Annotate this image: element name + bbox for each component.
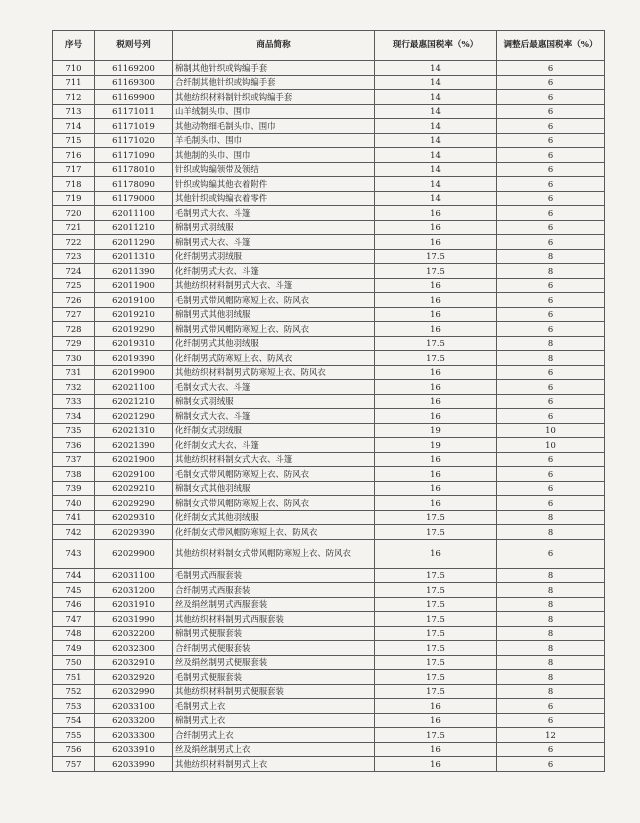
row-current-rate: 17.5 [375, 670, 497, 685]
row-code: 61169900 [95, 90, 173, 105]
row-code: 62021210 [95, 394, 173, 409]
row-new-rate: 12 [497, 728, 605, 743]
row-new-rate: 8 [497, 568, 605, 583]
row-name: 其他纺织材料制男式西服套装 [173, 612, 375, 627]
row-new-rate: 6 [497, 177, 605, 192]
table-row [53, 307, 605, 322]
table-row [53, 249, 605, 264]
row-new-rate: 6 [497, 293, 605, 308]
row-new-rate: 6 [497, 206, 605, 221]
row-name: 丝及绢丝制男式西服套装 [173, 597, 375, 612]
row-seq: 734 [53, 409, 95, 424]
row-current-rate: 14 [375, 90, 497, 105]
row-code: 62033990 [95, 757, 173, 772]
row-name: 棉制男式带风帽防寒短上衣、防风衣 [173, 322, 375, 337]
table-row [53, 597, 605, 612]
row-seq: 720 [53, 206, 95, 221]
row-new-rate: 8 [497, 641, 605, 656]
row-name: 毛制男式上衣 [173, 699, 375, 714]
row-name: 针织或钩编其他衣着附件 [173, 177, 375, 192]
row-current-rate: 16 [375, 713, 497, 728]
row-code: 62019210 [95, 307, 173, 322]
row-current-rate: 17.5 [375, 525, 497, 540]
row-code: 62029100 [95, 467, 173, 482]
table-row [53, 757, 605, 772]
row-name: 丝及绢丝制男式便服套装 [173, 655, 375, 670]
row-new-rate: 6 [497, 452, 605, 467]
header-seq: 序号 [53, 31, 95, 61]
row-current-rate: 17.5 [375, 728, 497, 743]
row-name: 化纤制男式羽绒服 [173, 249, 375, 264]
row-code: 62029900 [95, 539, 173, 568]
row-new-rate: 6 [497, 119, 605, 134]
table-row [53, 438, 605, 453]
row-seq: 723 [53, 249, 95, 264]
row-name: 其他纺织材料制男式大衣、斗篷 [173, 278, 375, 293]
row-name: 合纤制男式便服套装 [173, 641, 375, 656]
row-seq: 733 [53, 394, 95, 409]
row-name: 棉制女式其他羽绒服 [173, 481, 375, 496]
row-seq: 736 [53, 438, 95, 453]
row-code: 62033200 [95, 713, 173, 728]
row-new-rate: 6 [497, 235, 605, 250]
row-code: 62033910 [95, 742, 173, 757]
table-row [53, 394, 605, 409]
row-current-rate: 16 [375, 220, 497, 235]
row-name: 毛制男式便服套装 [173, 670, 375, 685]
row-current-rate: 17.5 [375, 655, 497, 670]
row-code: 62021390 [95, 438, 173, 453]
row-seq: 743 [53, 539, 95, 568]
table-row [53, 510, 605, 525]
row-name: 棉制女式大衣、斗篷 [173, 409, 375, 424]
row-seq: 757 [53, 757, 95, 772]
row-seq: 739 [53, 481, 95, 496]
row-new-rate: 6 [497, 481, 605, 496]
row-current-rate: 19 [375, 438, 497, 453]
row-seq: 756 [53, 742, 95, 757]
row-current-rate: 17.5 [375, 264, 497, 279]
row-new-rate: 8 [497, 670, 605, 685]
row-new-rate: 6 [497, 133, 605, 148]
header-row [53, 31, 605, 61]
row-name: 棉制男式其他羽绒服 [173, 307, 375, 322]
row-seq: 726 [53, 293, 95, 308]
row-name: 化纤制女式大衣、斗篷 [173, 438, 375, 453]
row-code: 62032910 [95, 655, 173, 670]
row-seq: 710 [53, 61, 95, 76]
row-current-rate: 14 [375, 162, 497, 177]
row-current-rate: 16 [375, 293, 497, 308]
row-name: 其他针织或钩编衣着零件 [173, 191, 375, 206]
row-name: 棉制男式大衣、斗篷 [173, 235, 375, 250]
row-code: 62019900 [95, 365, 173, 380]
row-name: 化纤制女式羽绒服 [173, 423, 375, 438]
row-new-rate: 6 [497, 409, 605, 424]
table-row [53, 568, 605, 583]
row-code: 61171011 [95, 104, 173, 119]
row-new-rate: 6 [497, 61, 605, 76]
table-row [53, 90, 605, 105]
row-name: 其他制的头巾、围巾 [173, 148, 375, 163]
row-code: 61178090 [95, 177, 173, 192]
row-name: 毛制女式带风帽防寒短上衣、防风衣 [173, 467, 375, 482]
row-new-rate: 8 [497, 583, 605, 598]
row-new-rate: 6 [497, 467, 605, 482]
row-code: 62011390 [95, 264, 173, 279]
row-current-rate: 16 [375, 365, 497, 380]
row-code: 62021100 [95, 380, 173, 395]
row-current-rate: 16 [375, 757, 497, 772]
row-code: 62011210 [95, 220, 173, 235]
row-new-rate: 6 [497, 365, 605, 380]
row-code: 61169200 [95, 61, 173, 76]
row-new-rate: 6 [497, 162, 605, 177]
row-code: 62021290 [95, 409, 173, 424]
table-row [53, 655, 605, 670]
row-seq: 717 [53, 162, 95, 177]
row-seq: 731 [53, 365, 95, 380]
row-new-rate: 6 [497, 307, 605, 322]
row-name: 化纤制男式大衣、斗篷 [173, 264, 375, 279]
row-seq: 740 [53, 496, 95, 511]
row-new-rate: 8 [497, 597, 605, 612]
row-current-rate: 16 [375, 699, 497, 714]
table-row [53, 191, 605, 206]
row-name: 棉制其他针织或钩编手套 [173, 61, 375, 76]
row-name: 棉制女式带风帽防寒短上衣、防风衣 [173, 496, 375, 511]
row-new-rate: 6 [497, 713, 605, 728]
row-name: 化纤制男式其他羽绒服 [173, 336, 375, 351]
table-row [53, 728, 605, 743]
row-current-rate: 16 [375, 481, 497, 496]
row-seq: 738 [53, 467, 95, 482]
row-code: 62033300 [95, 728, 173, 743]
row-code: 62031990 [95, 612, 173, 627]
row-seq: 719 [53, 191, 95, 206]
row-new-rate: 6 [497, 757, 605, 772]
row-name: 其他纺织材料制女式带风帽防寒短上衣、防风衣 [173, 539, 375, 568]
row-current-rate: 16 [375, 322, 497, 337]
row-current-rate: 17.5 [375, 351, 497, 366]
row-code: 62011310 [95, 249, 173, 264]
row-code: 62033100 [95, 699, 173, 714]
row-current-rate: 17.5 [375, 568, 497, 583]
row-current-rate: 16 [375, 235, 497, 250]
row-name: 化纤制女式其他羽绒服 [173, 510, 375, 525]
table-row [53, 641, 605, 656]
tariff-table [52, 30, 605, 772]
row-current-rate: 14 [375, 133, 497, 148]
row-new-rate: 6 [497, 322, 605, 337]
table-row [53, 220, 605, 235]
row-current-rate: 14 [375, 104, 497, 119]
row-seq: 732 [53, 380, 95, 395]
row-seq: 714 [53, 119, 95, 134]
row-seq: 748 [53, 626, 95, 641]
row-code: 62029390 [95, 525, 173, 540]
row-current-rate: 16 [375, 394, 497, 409]
row-code: 62021310 [95, 423, 173, 438]
table-row [53, 452, 605, 467]
row-new-rate: 8 [497, 351, 605, 366]
row-seq: 728 [53, 322, 95, 337]
row-new-rate: 6 [497, 75, 605, 90]
table-row [53, 278, 605, 293]
row-code: 62019100 [95, 293, 173, 308]
row-seq: 750 [53, 655, 95, 670]
row-current-rate: 16 [375, 380, 497, 395]
table-row [53, 626, 605, 641]
row-seq: 727 [53, 307, 95, 322]
row-code: 62031100 [95, 568, 173, 583]
row-seq: 755 [53, 728, 95, 743]
row-new-rate: 6 [497, 699, 605, 714]
row-code: 61171020 [95, 133, 173, 148]
row-seq: 729 [53, 336, 95, 351]
row-seq: 747 [53, 612, 95, 627]
row-current-rate: 14 [375, 61, 497, 76]
row-name: 棉制男式上衣 [173, 713, 375, 728]
table-row [53, 742, 605, 757]
row-new-rate: 6 [497, 496, 605, 511]
row-current-rate: 14 [375, 75, 497, 90]
row-new-rate: 6 [497, 148, 605, 163]
table-row [53, 177, 605, 192]
row-seq: 745 [53, 583, 95, 598]
row-new-rate: 8 [497, 249, 605, 264]
row-new-rate: 8 [497, 626, 605, 641]
row-name: 其他纺织材料制男式便服套装 [173, 684, 375, 699]
table-row [53, 612, 605, 627]
row-current-rate: 16 [375, 742, 497, 757]
row-seq: 741 [53, 510, 95, 525]
row-code: 62011900 [95, 278, 173, 293]
row-current-rate: 17.5 [375, 684, 497, 699]
row-new-rate: 6 [497, 278, 605, 293]
table-row [53, 670, 605, 685]
row-code: 61171019 [95, 119, 173, 134]
row-current-rate: 16 [375, 452, 497, 467]
row-current-rate: 16 [375, 278, 497, 293]
row-new-rate: 8 [497, 264, 605, 279]
row-new-rate: 8 [497, 525, 605, 540]
row-current-rate: 17.5 [375, 626, 497, 641]
row-new-rate: 8 [497, 510, 605, 525]
table-row [53, 133, 605, 148]
row-new-rate: 6 [497, 220, 605, 235]
header-code: 税则号列 [95, 31, 173, 61]
row-current-rate: 14 [375, 119, 497, 134]
row-new-rate: 6 [497, 380, 605, 395]
table-row [53, 293, 605, 308]
row-name: 合纤制其他针织或钩编手套 [173, 75, 375, 90]
header-new-rate: 调整后最惠国税率（%） [497, 31, 605, 61]
row-new-rate: 8 [497, 336, 605, 351]
row-code: 62021900 [95, 452, 173, 467]
row-code: 62019310 [95, 336, 173, 351]
header-name: 商品简称 [173, 31, 375, 61]
row-seq: 752 [53, 684, 95, 699]
row-seq: 742 [53, 525, 95, 540]
row-name: 山羊绒制头巾、围巾 [173, 104, 375, 119]
table-row [53, 162, 605, 177]
table-row [53, 539, 605, 568]
table-row [53, 699, 605, 714]
table-row [53, 351, 605, 366]
row-seq: 751 [53, 670, 95, 685]
row-current-rate: 14 [375, 148, 497, 163]
row-new-rate: 6 [497, 90, 605, 105]
row-new-rate: 6 [497, 742, 605, 757]
row-current-rate: 17.5 [375, 597, 497, 612]
row-seq: 753 [53, 699, 95, 714]
row-code: 61179000 [95, 191, 173, 206]
row-seq: 744 [53, 568, 95, 583]
row-seq: 722 [53, 235, 95, 250]
row-seq: 716 [53, 148, 95, 163]
row-code: 62032200 [95, 626, 173, 641]
row-seq: 725 [53, 278, 95, 293]
row-name: 化纤制男式防寒短上衣、防风衣 [173, 351, 375, 366]
table-row [53, 684, 605, 699]
row-code: 62032300 [95, 641, 173, 656]
row-code: 62031200 [95, 583, 173, 598]
row-seq: 712 [53, 90, 95, 105]
table-row [53, 206, 605, 221]
table-row [53, 264, 605, 279]
row-code: 62019390 [95, 351, 173, 366]
row-seq: 721 [53, 220, 95, 235]
table-body [53, 61, 605, 772]
row-code: 62011100 [95, 206, 173, 221]
table-row [53, 61, 605, 76]
row-name: 合纤制男式西服套装 [173, 583, 375, 598]
row-current-rate: 19 [375, 423, 497, 438]
row-name: 毛制女式大衣、斗篷 [173, 380, 375, 395]
row-seq: 749 [53, 641, 95, 656]
table-header [53, 31, 605, 61]
row-current-rate: 16 [375, 206, 497, 221]
table-row [53, 104, 605, 119]
row-current-rate: 17.5 [375, 641, 497, 656]
row-new-rate: 8 [497, 612, 605, 627]
row-name: 毛制男式大衣、斗篷 [173, 206, 375, 221]
row-name: 合纤制男式上衣 [173, 728, 375, 743]
row-current-rate: 17.5 [375, 336, 497, 351]
row-seq: 715 [53, 133, 95, 148]
table-row [53, 525, 605, 540]
row-code: 61169300 [95, 75, 173, 90]
row-code: 62032990 [95, 684, 173, 699]
row-current-rate: 17.5 [375, 249, 497, 264]
row-new-rate: 8 [497, 655, 605, 670]
table-row [53, 423, 605, 438]
row-current-rate: 16 [375, 409, 497, 424]
row-code: 61171090 [95, 148, 173, 163]
row-current-rate: 16 [375, 496, 497, 511]
row-seq: 718 [53, 177, 95, 192]
row-current-rate: 17.5 [375, 612, 497, 627]
row-current-rate: 14 [375, 177, 497, 192]
row-seq: 713 [53, 104, 95, 119]
row-name: 其他纺织材料制女式大衣、斗篷 [173, 452, 375, 467]
row-name: 其他纺织材料制针织或钩编手套 [173, 90, 375, 105]
table-row [53, 148, 605, 163]
row-new-rate: 8 [497, 684, 605, 699]
table-row [53, 481, 605, 496]
table-row [53, 583, 605, 598]
row-name: 棉制男式羽绒服 [173, 220, 375, 235]
header-current-rate: 现行最惠国税率（%） [375, 31, 497, 61]
row-name: 毛制男式带风帽防寒短上衣、防风衣 [173, 293, 375, 308]
table-row [53, 409, 605, 424]
row-new-rate: 6 [497, 191, 605, 206]
row-current-rate: 16 [375, 539, 497, 568]
row-new-rate: 10 [497, 438, 605, 453]
row-new-rate: 6 [497, 539, 605, 568]
row-name: 羊毛制头巾、围巾 [173, 133, 375, 148]
row-code: 62029290 [95, 496, 173, 511]
row-current-rate: 16 [375, 307, 497, 322]
table-row [53, 713, 605, 728]
row-new-rate: 10 [497, 423, 605, 438]
table-row [53, 235, 605, 250]
row-seq: 730 [53, 351, 95, 366]
row-seq: 754 [53, 713, 95, 728]
row-current-rate: 17.5 [375, 510, 497, 525]
table-row [53, 365, 605, 380]
table-row [53, 119, 605, 134]
row-new-rate: 6 [497, 394, 605, 409]
row-name: 其他纺织材料制男式防寒短上衣、防风衣 [173, 365, 375, 380]
row-name: 其他动物细毛制头巾、围巾 [173, 119, 375, 134]
row-code: 62029310 [95, 510, 173, 525]
row-code: 62031910 [95, 597, 173, 612]
row-code: 62029210 [95, 481, 173, 496]
row-name: 棉制男式便服套装 [173, 626, 375, 641]
row-code: 61178010 [95, 162, 173, 177]
table-row [53, 380, 605, 395]
table-row [53, 467, 605, 482]
row-seq: 724 [53, 264, 95, 279]
row-current-rate: 16 [375, 467, 497, 482]
row-name: 其他纺织材料制男式上衣 [173, 757, 375, 772]
row-seq: 711 [53, 75, 95, 90]
row-code: 62011290 [95, 235, 173, 250]
row-seq: 735 [53, 423, 95, 438]
row-seq: 737 [53, 452, 95, 467]
row-name: 毛制男式西服套装 [173, 568, 375, 583]
table-row [53, 336, 605, 351]
row-code: 62019290 [95, 322, 173, 337]
table-row [53, 75, 605, 90]
row-name: 棉制女式羽绒服 [173, 394, 375, 409]
row-name: 化纤制女式带风帽防寒短上衣、防风衣 [173, 525, 375, 540]
row-name: 丝及绢丝制男式上衣 [173, 742, 375, 757]
row-new-rate: 6 [497, 104, 605, 119]
table-row [53, 496, 605, 511]
row-seq: 746 [53, 597, 95, 612]
row-name: 针织或钩编领带及领结 [173, 162, 375, 177]
row-current-rate: 17.5 [375, 583, 497, 598]
row-current-rate: 14 [375, 191, 497, 206]
row-code: 62032920 [95, 670, 173, 685]
table-row [53, 322, 605, 337]
